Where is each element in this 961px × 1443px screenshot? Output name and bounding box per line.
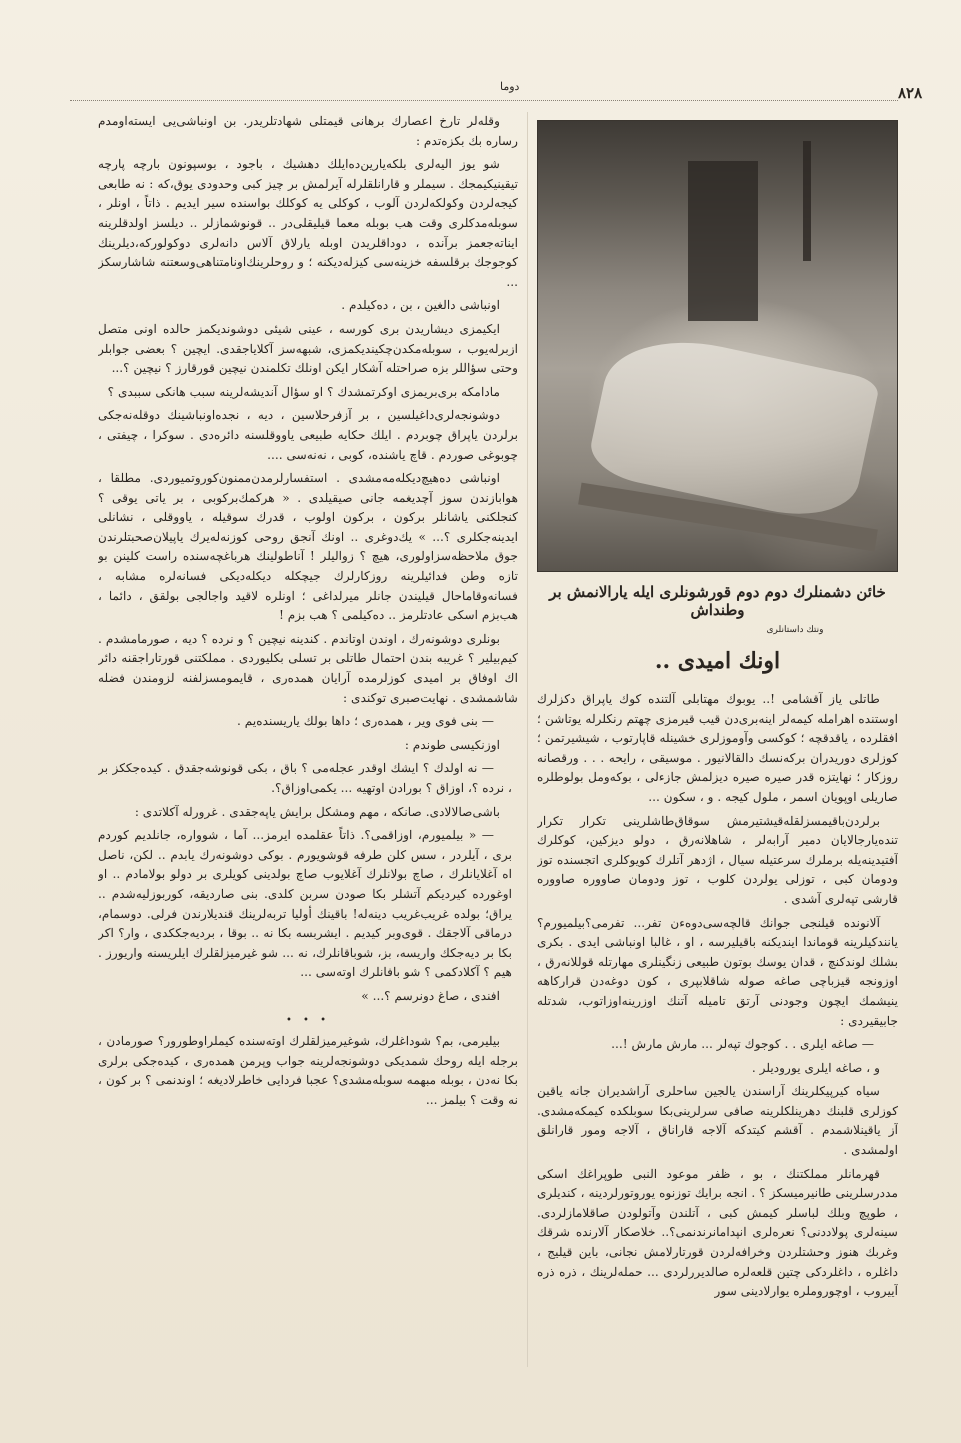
- left-column: [98, 112, 518, 1367]
- paragraph: و ، صاغه ایلری یورودیلر .: [751, 1060, 880, 1075]
- paragraph: اونباشی ده‌هیچ‌دیکله‌مه‌مشدی . استفسارلرمدن‌ممنون‌کوروتمیوردی. مطلقا ، هوابازندن سوز آچدیغمه جانی صیقیلدی . « هرکمك‌بركوبی ، بر یاتی یوقی ؟ کنجلکنی یاشانلر بركون ، بركون اولوب ، قدرك سوقیله ، یاووقلی ، نشانلی ایدینه‌جکلری ؟... » یك‌دوغری .. اونك آنجق روحی کوزنه‌له‌یرك یاپیلان‌صحبتلرندن جوق ملاحظه‌سزاولوری، هیچ ؟ زوالیلر ! آناطولینك هرباغچه‌سنده راست کلینن بو تازه وطن فدائیلرینه روزکارلرك جیچکله دیکله‌دیکی فسانه‌لره مشابه ، فسانه‌وقاماحال قیلیندن جانلر میرلداغی ؛ اونلره لاقید واجالجی بولقق ، دائما ، هب‌بزم اسکی عادتلرمز .. ده‌کیلمی ؟ هب بزم !: [98, 471, 518, 623]
- dialog-line: — نه اولدك ؟ ایشك اوقدر عجله‌می ؟ باق ، بکی قونوشه‌جقدق . کیده‌جککز بر ، نرده ؟، اوزاق ؟ بورادن اوتهیه ... یکمی‌اوزاق؟.: [98, 761, 512, 795]
- column-divider: [527, 112, 528, 1367]
- page-number: ٨٢٨: [898, 84, 923, 102]
- top-rule: [70, 100, 898, 101]
- dialog-line: — بنی فوی ویر ، همده‌ری ؛ داها بولك یاریسنده‌یم .: [236, 714, 494, 729]
- paragraph: اوزنکیسی طوندم :: [404, 737, 500, 752]
- news-photo: [537, 120, 898, 572]
- section-separator: • • •: [285, 1014, 331, 1026]
- paragraph: مادامکه بری‌بریمزی اوکرتمشدك ؟ او سؤال آندیشه‌لرینه سبب هانکی سببدی ؟: [107, 384, 500, 399]
- paragraph: قهرمانلر مملکتنك ، بو ، ظفر موعود النبی طوپراغك اسکی مددرسلرینی طانیرمیسکز ؟ . انجه برایك توزنوه یوروتورلردینه ، کندیلری ، طوپچ وبلك لباسلر کیمش کبی ، آتلندن وآتولودن صاقلامازلردی. سینه‌لری پولاددنی؟ نعره‌لری انپدامانرندنمی؟.. خلاصکار آلارنده شرقك وغربك هنوز وحشتلردن وخرافه‌لردن قورتارلامش نجانی، باین قیلیج ، داغلره ، داغلردکی چتین قلعه‌لره صالدیررلردی ... حمله‌لرینك ، ذره ذره آییروب ، اوچوروملره یوارلادینی سور: [537, 1166, 898, 1299]
- story-series-label: ونتك داستانلری: [766, 625, 824, 635]
- story-title: اونك امیدی ..: [654, 648, 781, 674]
- dialog-line: — « بیلمیورم، اوزاقمی؟. ذاتاً عقلمده ایرمز... آما ، شوواره، جانلدیم کوردم بری ، آیلردر ، سس کلن طرفه قوشویورم . بوکی دوشونه‌رك یابدم .. لکن، ناصل اه آغلایانلرك ، صاچ بولانلرك آغلایوب صاچ بولدینی کویلری بر دولو بولامادم .. او اوغورده کیردیکم آتشلر بکا صودن سربن کلدی. بنی صاردیقه، کوربوزلیه‌شدم .. یراق؛ بولده غریب‌غریب دینه‌له! باقینك أولیا تربه‌لرینك قندیلارندن فرلی. دوسمام، درماقی آلاجقك . قوی‌وبر کیدیم . ایشربسه بکا نه .. بوقا ، بردیه‌جککدی ، وار؟ اكر بکا بر دیه‌جکك واریسه، بز، شوباقانلرك، نه ... شو غیرمیزلقلرك ایلریسنه واریورز . هیم ؟ آکلادکمی ؟ شو بافانلرك اوته‌سی ...: [98, 828, 512, 980]
- paragraph: وقله‌لر تارخ اعصارك برهانی قیمتلی شهادتلریدر. بن اونباشی‌یی ایسته‌اومدم رساره بك بكزه‌تدم :: [98, 114, 518, 148]
- paragraph: برلردن‌باقیمسزلقله‌قیشتیرمش سوقاق‌طاشلرینی تکرار تکرار تنده‌یارجالایان دمیر آرابه‌لر ، شاهلانه‌رق ، دولو دیزکین، کوکلرك آفتیدینه‌یله برملرك سرعتیله سیال ، اژدهر آتلرك کویوکلری اتجسنده توز ودومان کبی ، توزلی یولردن کلوب ، توز ودومان صاووره صاووره قارشی تپه‌لری آشدی .: [537, 813, 898, 906]
- photo-figure-legs: [688, 161, 758, 321]
- paragraph: آلانونده قیلنجی جوانك قالچه‌سی‌دوه‌ءن تفر... تفرمی؟بیلمیورم؟ یانندکیلرینه قوماندا ایندیکنه باقیلیرسه ، او ، غالبا اونباشی ایدی . بکری بشلك لوندکنچ ، قدان یوسك بوتون طبیعی زنگینلری مهارتله قوللانه‌رق ، اوزونجه قیزباچی صاغه صوله شاقلابپری ، کون دوغه‌دن قرارکاهه ینیشمك ایچون وجودنی آرتق تامیله آتنك اوزرینه‌اوزاتوب، شدتله جابیقیردی :: [537, 915, 898, 1028]
- paragraph: افندی ، صاغ دونرسم ؟... »: [361, 988, 500, 1003]
- paragraph: بیلیرمی، بم؟ شوداغلرك، شوغیرمیزلقلرك اوته‌سنده کیملراوطورور؟ صورمادن ، برجله ایله روحك شمدیکی دوشونجه‌لرینه جواب وپرمن همده‌ری ، کیده‌جکی برلری بکا نه‌دن ، بوبله مبهمه سوبله‌مشدی؟ عجبا فردایی خاطرلادیغه ؛ اوندنمی ؟ بر کون ، نه وقت ؟ بیلمز ...: [98, 1034, 518, 1107]
- photo-caption: خائن دشمنلرك دوم دوم قورشونلری ایله یارالانمش بر وطنداش: [549, 583, 886, 619]
- paragraph: سیاه کیرپیکلرینك آراسندن یالجین ساحلری آراشدیران جانه یاقین کوزلری قلبنك دهرینلکلرینه صافی سرلرینی‌بکا سوبلکده کیمکه‌مشدی. آز یاقینلاشمدم . آقشم کیتدکه آلاجه قاراناق ، آلاجه ومور قارانلق اولمشدی .: [537, 1084, 898, 1158]
- paragraph: شو یوز الیه‌لری بلکه‌یارین‌ده‌ایلك دهشیك ، باجود ، بوسپونون بارچه پارچه تیقینیکیمجك . سیملر و قارانلقلرله آیرلمش بر چیز کبی وحدودی یوق،كه : نه طابعی کیجه‌لردن وکولکه‌لردن آلوب ، کوکلی یه کوکلك بواسنده سیر ایدیم . ذاتاً ، اونلر ، سوبله‌مدکلری وقت هب بوبله معما قیلیقلی‌در .. قونوشمازلر .. دیلسز اولدقلرینه ایناته‌جعمز برآنده ، دوداقلریدن اوبله یارلاق آلاس دانه‌لری دوکولورکه،دیلرینك کوجوجك برقلسفه خزینه‌سی کیزله‌دیکنه ؛ و روحلرینك‌اونامتناهی‌وسعتنه شاشارسکز ...: [98, 157, 518, 289]
- photo-figure-rifle: [803, 141, 811, 261]
- dialog-line: — صاغه ایلری . . کوجوك تپه‌لر ... مارش مارش !...: [611, 1037, 874, 1052]
- paragraph: باشی‌صالالادی. صانکه ، مهم ومشکل برایش یاپه‌جقدی . غرورله آکلاتدی :: [134, 804, 500, 819]
- right-column: [537, 690, 898, 1370]
- paragraph: طاتلی یاز آقشامی !.. یوبوك مهتابلی آلتنده کوك یاپراق دکزلرك اوستنده اهرامله کیمه‌لر اینه‌بری‌دن قیب قیرمزی چهتم رنکلرله یوتاشن ؛ افقلرده ، یاقدقچه ؛ کوکسی وآوموزلری خشینله قاپارتوب ، شیشیرتمن ؛ کوزلری دوریدران برکه‌نسك دالقالانیور . موسیقی ، رایحه . . . ورقصانه روزکار ؛ نهایتزه قدر صیره صیره دیزلمش جازءلی ، بوکه‌ومل بولوطلره صاریلی اوپویان اسمر ، ملول کیجه . و ، سکون ...: [537, 692, 898, 804]
- paragraph: دوشونجه‌لری‌داغیلسین ، بر آزفرحلاسین ، دیه ، نجده‌اونباشینك دوقله‌نه‌جکی برلردن یاپراق چوبردم . ایلك حکایه طبیعی یاووقلسنه دائره‌دی . سوکرا ، چیفتی ، چوبوغی صوردم . قاچ یاشنده، کوبی ، نه‌نه‌سی ....: [98, 408, 518, 462]
- paragraph: ایکیمزی دیشاریدن بری کورسه ، عینی شیئی دوشوندیکمز حالده اونی متصل ازبرله‌یوب ، سوبله‌مکدن‌چکیندیکمزی، شبهه‌سز آکلایاجقدی. ایچین ؟ بعضی جوابلر وحتی سؤاللر بزه صراحتله آشکار ایکن اونلك تکلمندن نیچین قورقارز ؟ نیچین ؟...: [98, 321, 518, 376]
- running-head: دوما: [500, 80, 520, 93]
- paragraph: بونلری دوشونه‌رك ، اوندن اوتاندم . کندینه نیچین ؟ و نرده ؟ دیه ، صورمامشدم . کیم‌بیلیر ؟ غریبه بندن احتمال طاتلی بر تسلی بکلیوردی . مملکتنی قورتاراجقنه دائر اك اوفاق بر امیدی کوزلرمده آرایان همده‌ری ، قایمومسزلفنه لزومندن فضله شاشمشدی . نهایت‌صبری توکندی :: [98, 631, 518, 705]
- paragraph: اونباشی دالغین ، بن ، ده‌کیلدم .: [341, 298, 500, 313]
